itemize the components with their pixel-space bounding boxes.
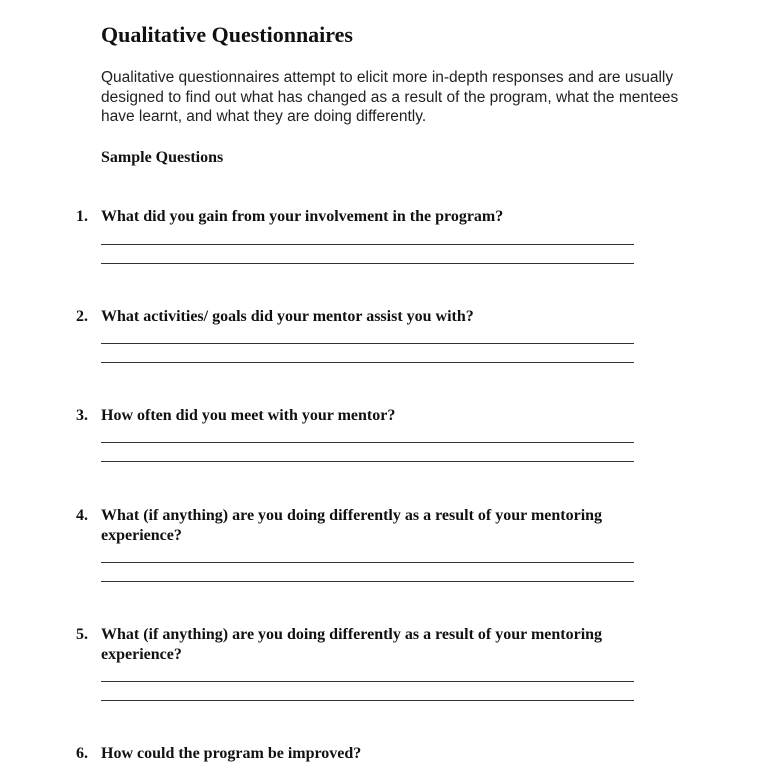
page-title: Qualitative Questionnaires (101, 22, 353, 47)
intro-paragraph: Qualitative questionnaires attempt to elicit more in-depth responses and are usually designed to find out what has changed as a result of the program, what the mentees have learnt, and what they are doing differently. (101, 69, 679, 125)
question-number: 5. (76, 626, 88, 643)
question-text: What (if anything) are you doing differently as a result of your mentoring experience? (101, 507, 603, 544)
answer-line-2[interactable] (101, 362, 634, 363)
answer-line-2[interactable] (101, 263, 634, 264)
question-number: 1. (76, 208, 88, 225)
sample-questions-heading: Sample Questions (101, 149, 224, 166)
answer-line-1[interactable] (101, 244, 634, 245)
answer-line-2[interactable] (101, 461, 634, 462)
answer-line-2[interactable] (101, 700, 634, 701)
question-text: What activities/ goals did your mentor assist you with? (101, 308, 474, 325)
question-text: What (if anything) are you doing differently as a result of your mentoring experience? (101, 626, 603, 663)
question-number: 2. (76, 308, 88, 325)
question-text: What did you gain from your involvement in the program? (101, 208, 504, 225)
answer-line-1[interactable] (101, 681, 634, 682)
question-number: 3. (76, 407, 88, 424)
answer-line-1[interactable] (101, 442, 634, 443)
answer-line-1[interactable] (101, 343, 634, 344)
question-text: How often did you meet with your mentor? (101, 407, 396, 424)
answer-line-1[interactable] (101, 562, 634, 563)
question-number: 6. (76, 745, 88, 762)
answer-line-2[interactable] (101, 581, 634, 582)
question-text: How could the program be improved? (101, 745, 362, 762)
question-number: 4. (76, 507, 88, 524)
